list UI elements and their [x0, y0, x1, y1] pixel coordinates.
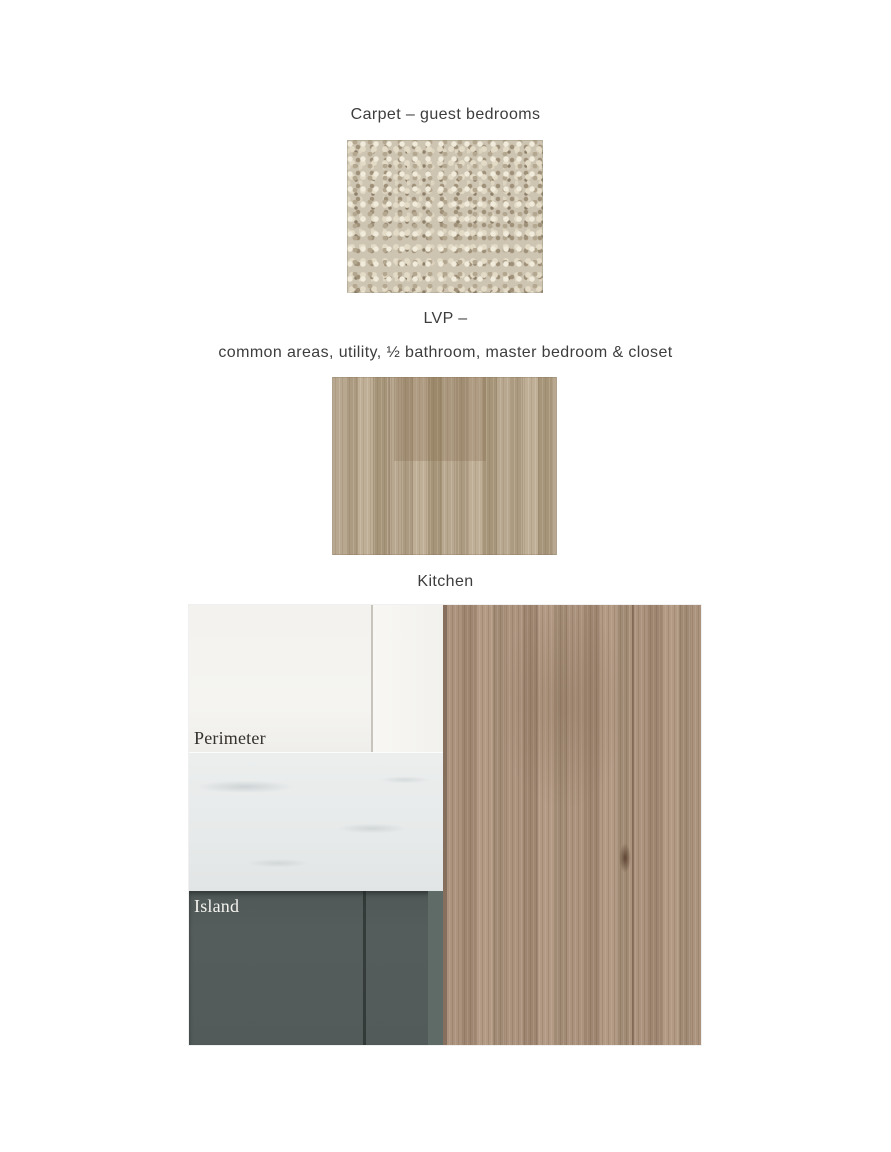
- kitchen-collage-image: [189, 605, 701, 1045]
- lvp-section-subheading: common areas, utility, ½ bathroom, master bedroom & closet: [218, 344, 673, 361]
- carpet-swatch-image: [347, 140, 543, 293]
- perimeter-cabinet-swatch: [189, 605, 443, 752]
- cabinet-door-groove: [371, 605, 373, 752]
- island-label: Island: [194, 896, 240, 916]
- kitchen-section-heading: Kitchen: [417, 573, 474, 590]
- cabinet-door-panel: [373, 605, 443, 752]
- flooring-wood-knot: [619, 843, 631, 873]
- kitchen-flooring-swatch: [443, 605, 701, 1045]
- lvp-wood-dark-patch: [394, 377, 486, 461]
- lvp-plank-seam: [388, 377, 390, 555]
- flooring-plank-seam: [632, 605, 634, 1045]
- island-cabinet-swatch: [189, 891, 443, 1045]
- flooring-grain-shade: [503, 605, 623, 805]
- lvp-section-heading: LVP –: [423, 310, 468, 327]
- countertop-swatch: [189, 752, 443, 891]
- kitchen-samples-column: [189, 605, 443, 1045]
- island-side-panel: [428, 891, 443, 1045]
- island-panel-shadow: [363, 891, 366, 1045]
- flooring-plank-edge: [443, 605, 447, 1045]
- lvp-swatch-image: [332, 377, 557, 555]
- perimeter-label: Perimeter: [194, 728, 266, 748]
- carpet-section-heading: Carpet – guest bedrooms: [350, 106, 541, 123]
